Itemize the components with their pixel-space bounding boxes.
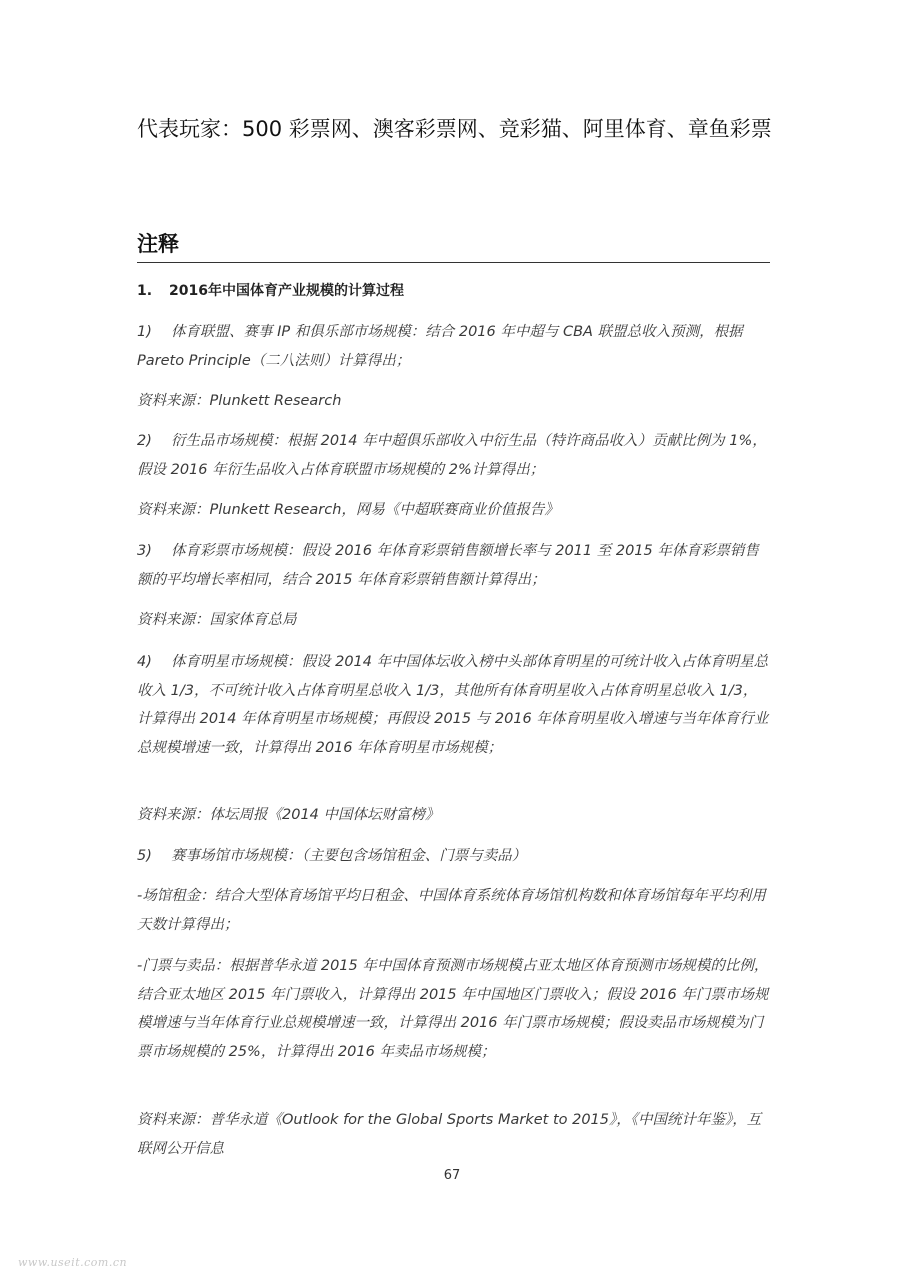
paragraph-3-number: 3)	[137, 543, 152, 559]
source-5: 资料来源：普华永道《Outlook for the Global Sports Market to 2015》，《中国统计年鉴》，互联网公开信息	[137, 1112, 762, 1157]
site-watermark: www.useit.com.cn	[18, 1256, 128, 1269]
paragraph-2-text: 衍生品市场规模：根据 2014 年中超俱乐部收入中衍生品（特许商品收入）贡献比例为 1%，假设 2016 年衍生品收入占体育联盟市场规模的 2%计算得出；	[137, 433, 767, 478]
paragraph-3	[137, 537, 770, 594]
source-4: 资料来源：体坛周报《2014 中国体坛财富榜》	[137, 807, 440, 823]
paragraph-2-number: 2)	[137, 433, 152, 449]
paragraph-2	[137, 427, 770, 484]
paragraph-5-number: 5)	[137, 848, 152, 864]
source-2: 资料来源：Plunkett Research，网易《中超联赛商业价值报告》	[137, 502, 559, 518]
paragraph-1	[137, 318, 770, 375]
paragraph-4-text: 体育明星市场规模：假设 2014 年中国体坛收入榜中头部体育明星的可统计收入占体育明星总收入 1/3，不可统计收入占体育明星总收入 1/3，其他所有体育明星收入占体育明星总收入 1/3，计算得出 2014 年体育明星市场规模；再假设 2015 与 2016 年体育明星收入增速与当年体育行业总规模增速一致，计算得出 2016 年体育明星市场规模；	[137, 654, 769, 756]
heading-divider	[137, 262, 770, 263]
page-number: 67	[443, 1168, 461, 1183]
notes-heading: 注释	[137, 232, 179, 256]
source-1: 资料来源：Plunkett Research	[137, 393, 342, 409]
note-item-1-text: 2016年中国体育产业规模的计算过程	[169, 283, 404, 299]
paragraph-1-text: 体育联盟、赛事 IP 和俱乐部市场规模：结合 2016 年中超与 CBA 联盟总收入预测，根据 Pareto Principle（二八法则）计算得出；	[137, 324, 743, 369]
note-item-1-number: 1.	[137, 283, 153, 299]
paragraph-4	[137, 648, 770, 762]
paragraph-5-text: 赛事场馆市场规模：（主要包含场馆租金、门票与卖品）	[171, 848, 527, 864]
representative-players-line: 代表玩家：500 彩票网、澳客彩票网、竞彩猫、阿里体育、章鱼彩票	[137, 117, 772, 141]
paragraph-5-tickets-concessions: -门票与卖品：根据普华永道 2015 年中国体育预测市场规模占亚太地区体育预测市场规模的比例，结合亚太地区 2015 年门票收入，计算得出 2015 年中国地区门票收入；假设 2016 年门票市场规模增速与当年体育行业总规模增速一致，计算得出 2016 年门票市场规模；假设卖品市场规模为门票市场规模的 25%，计算得出 2016 年卖品市场规模；	[137, 958, 769, 1060]
paragraph-4-number: 4)	[137, 654, 152, 670]
paragraph-1-number: 1)	[137, 324, 152, 340]
source-3: 资料来源：国家体育总局	[137, 612, 297, 628]
paragraph-5	[137, 842, 770, 871]
paragraph-3-text: 体育彩票市场规模：假设 2016 年体育彩票销售额增长率与 2011 至 2015 年体育彩票销售额的平均增长率相同，结合 2015 年体育彩票销售额计算得出；	[137, 543, 759, 588]
paragraph-5-venue-rent: -场馆租金：结合大型体育场馆平均日租金、中国体育系统体育场馆机构数和体育场馆每年平均利用天数计算得出；	[137, 888, 766, 933]
note-item-1-title	[137, 279, 404, 303]
